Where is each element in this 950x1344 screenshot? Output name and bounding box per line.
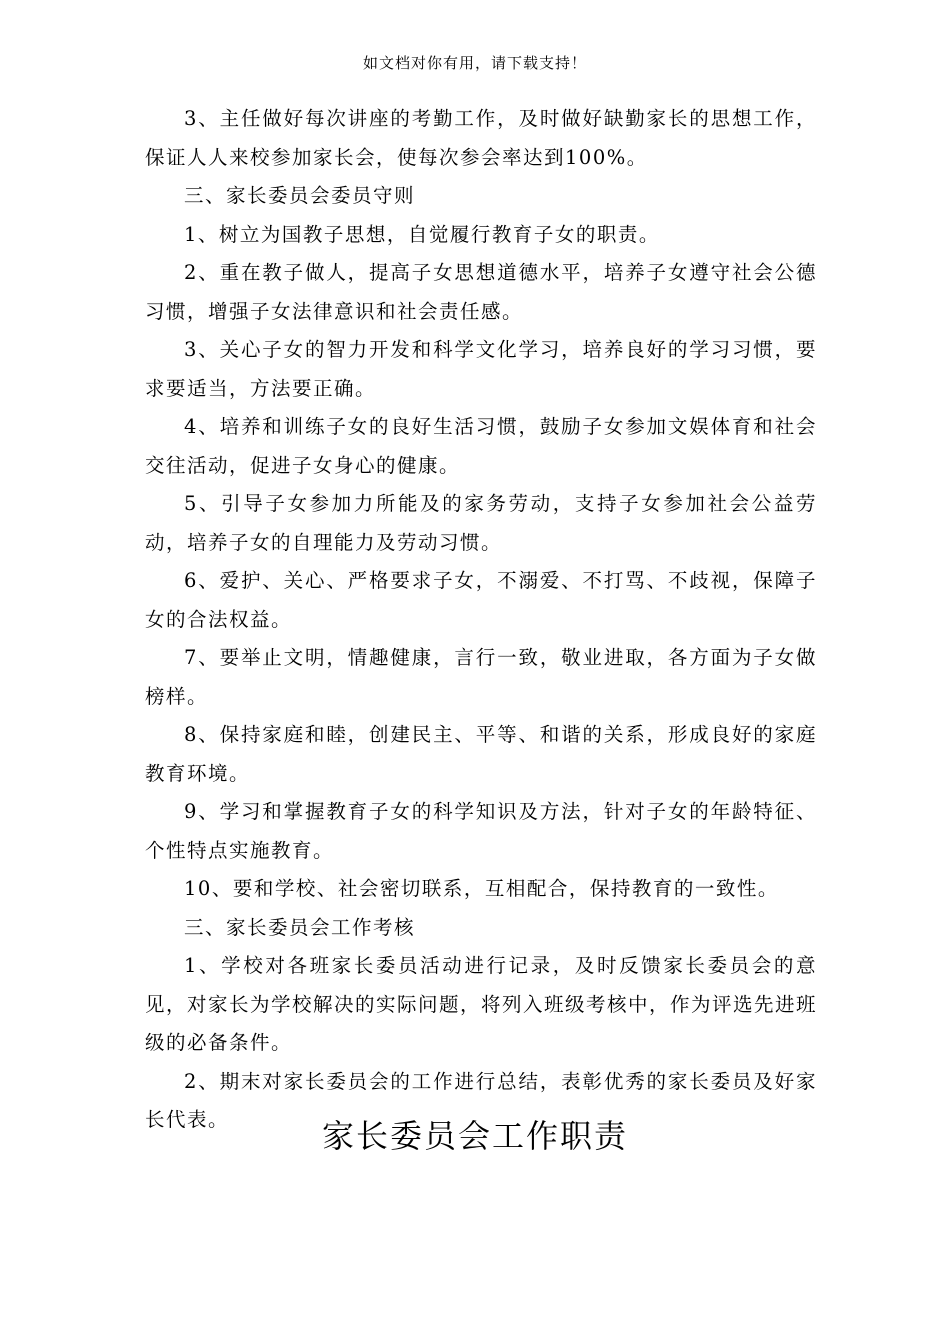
rule-item-6: 6、爱护、关心、严格要求子女，不溺爱、不打骂、不歧视，保障子女的合法权益。 <box>145 569 817 631</box>
rule-item-8: 8、保持家庭和睦，创建民主、平等、和谐的关系，形成良好的家庭教育环境。 <box>145 723 817 785</box>
assessment-item-1: 1、学校对各班家长委员活动进行记录，及时反馈家长委员会的意见，对家长为学校解决的实际问题，将列入班级考核中，作为评选先进班级的必备条件。 <box>145 954 818 1054</box>
rule-item-4: 4、培养和训练子女的良好生活习惯，鼓励子女参加文娱体育和社会交往活动，促进子女身心的健康。 <box>145 415 817 477</box>
rule-item-5: 5、引导子女参加力所能及的家务劳动，支持子女参加社会公益劳动，培养子女的自理能力及劳动习惯。 <box>145 492 817 554</box>
rule-item-7: 7、要举止文明，情趣健康，言行一致，敬业进取，各方面为子女做榜样。 <box>145 646 817 708</box>
page-title: 家长委员会工作职责 <box>321 1117 628 1155</box>
rule-item-2: 2、重在教子做人，提高子女思想道德水平，培养子女遵守社会公德习惯，增强子女法律意识和社会责任感。 <box>145 261 817 323</box>
section-heading-assessment: 三、家长委员会工作考核 <box>184 915 416 939</box>
rule-item-1: 1、树立为国教子思想，自觉履行教育子女的职责。 <box>184 222 660 246</box>
assessment-item-2: 2、期末对家长委员会的工作进行总结，表彰优秀的家长委员及好家长代表。 <box>145 1069 817 1131</box>
rule-item-10: 10、要和学校、社会密切联系，互相配合，保持教育的一致性。 <box>184 877 779 900</box>
rule-item-9: 9、学习和掌握教育子女的科学知识及方法，针对子女的年龄特征、个性特点实施教育。 <box>145 800 817 862</box>
page-header-note: 如文档对你有用，请下载支持！ <box>362 54 587 72</box>
paragraph-attendance: 3、主任做好每次讲座的考勤工作，及时做好缺勤家长的思想工作，保证人人来校参加家长会，使每次参会率达到100%。 <box>145 107 817 169</box>
rule-item-3: 3、关心子女的智力开发和科学文化学习，培养良好的学习习惯，要求要适当，方法要正确。 <box>145 338 817 400</box>
document-body <box>145 100 817 1140</box>
section-heading-member-rules: 三、家长委员会委员守则 <box>184 184 416 207</box>
